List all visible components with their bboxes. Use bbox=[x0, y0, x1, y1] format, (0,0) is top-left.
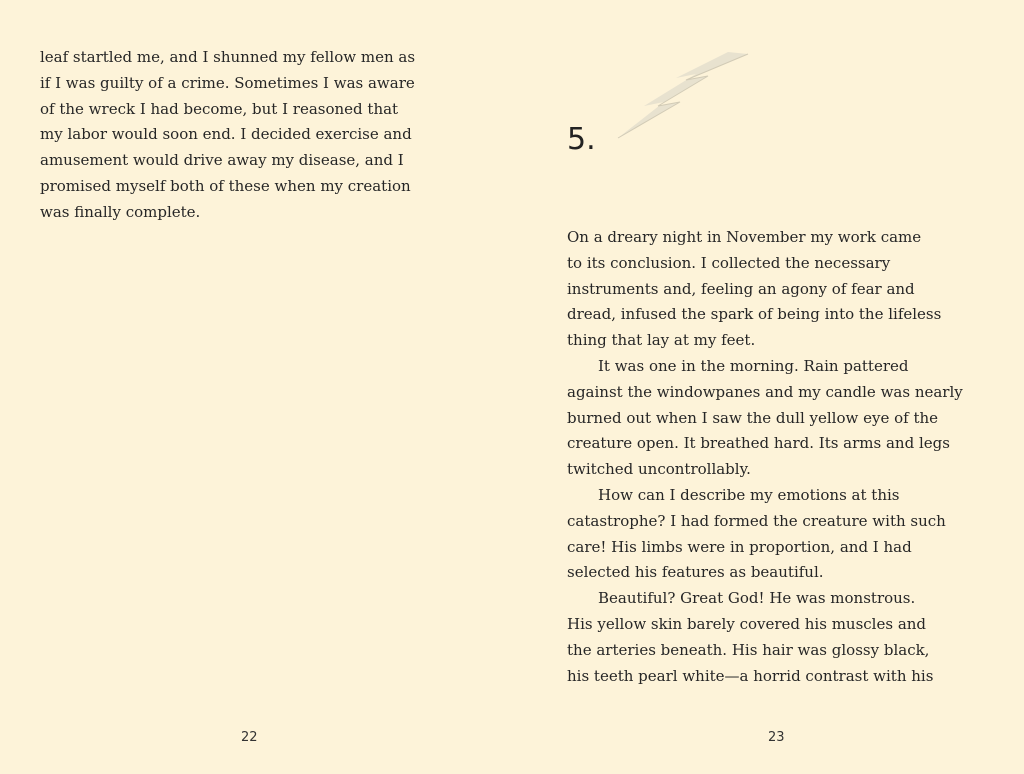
text-line: of the wreck I had become, but I reasoned that bbox=[40, 99, 399, 118]
text-line: leaf startled me, and I shunned my fellow men as bbox=[40, 48, 416, 66]
text-line: creature open. It breathed hard. Its arms and legs bbox=[567, 434, 950, 453]
right-page-body bbox=[567, 225, 963, 689]
text-line: Beautiful? Great God! He was monstrous. bbox=[598, 589, 916, 608]
text-line: amusement would drive away my disease, and I bbox=[40, 151, 404, 170]
right-page bbox=[512, 0, 1024, 774]
page-number-left: 22 bbox=[241, 730, 258, 745]
text-line: against the windowpanes and my candle was nearly bbox=[567, 382, 963, 401]
text-line: thing that lay at my feet. bbox=[567, 331, 756, 350]
left-page-body bbox=[40, 45, 415, 226]
text-line: was finally complete. bbox=[40, 202, 201, 221]
text-line: On a dreary night in November my work came bbox=[567, 228, 922, 246]
text-line: His yellow skin barely covered his muscles and bbox=[567, 614, 927, 633]
text-line: It was one in the morning. Rain pattered bbox=[598, 356, 909, 375]
text-line: promised myself both of these when my creation bbox=[40, 176, 411, 195]
text-line: burned out when I saw the dull yellow eye of the bbox=[567, 408, 939, 427]
text-line: the arteries beneath. His hair was glossy black, bbox=[567, 640, 930, 659]
text-line: How can I describe my emotions at this bbox=[598, 485, 900, 504]
chapter-number: 5. bbox=[567, 122, 596, 157]
lightning-bolt-icon bbox=[610, 50, 755, 142]
text-line: if I was guilty of a crime. Sometimes I was aware bbox=[40, 73, 415, 92]
text-line: selected his features as beautiful. bbox=[567, 563, 824, 582]
text-line: instruments and, feeling an agony of fear and bbox=[567, 279, 915, 298]
text-line: my labor would soon end. I decided exercise and bbox=[40, 125, 412, 144]
page-number-right: 23 bbox=[768, 730, 785, 745]
text-line: twitched uncontrollably. bbox=[567, 460, 751, 479]
text-line: dread, infused the spark of being into the lifeless bbox=[567, 305, 942, 324]
text-line: his teeth pearl white—a horrid contrast with his bbox=[567, 666, 934, 685]
text-line: to its conclusion. I collected the necessary bbox=[567, 253, 891, 272]
text-line: care! His limbs were in proportion, and I had bbox=[567, 537, 912, 556]
text-line: catastrophe? I had formed the creature with such bbox=[567, 511, 946, 530]
